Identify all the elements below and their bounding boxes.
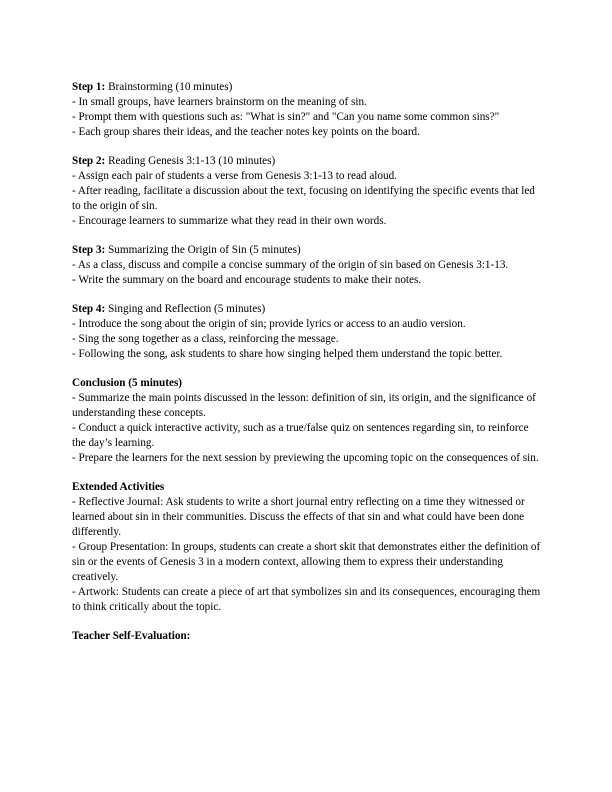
- step-3-line-2: - Write the summary on the board and encourage students to make their notes.: [72, 274, 422, 286]
- step-4-section: [72, 302, 542, 362]
- step-2-label: Step 2:: [72, 155, 106, 167]
- step-1-line-2: - Prompt them with questions such as: "What is sin?" and "Can you name some common sins?": [72, 111, 500, 123]
- step-4-line-2: - Sing the song together as a class, reinforcing the message.: [72, 333, 339, 345]
- teacher-self-evaluation-section: [72, 629, 542, 644]
- conclusion-line-3: - Prepare the learners for the next session by previewing the upcoming topic on the consequences of sin.: [72, 452, 539, 464]
- conclusion-section: [72, 376, 542, 466]
- step-4-heading: [72, 302, 542, 317]
- teacher-self-evaluation-heading: [72, 629, 542, 644]
- step-2-line-3: - Encourage learners to summarize what they read in their own words.: [72, 215, 387, 227]
- step-3-label: Step 3:: [72, 244, 106, 256]
- step-3-section: [72, 243, 542, 288]
- extended-activities-section: [72, 480, 542, 615]
- step-1-line-1: - In small groups, have learners brainstorm on the meaning of sin.: [72, 96, 367, 108]
- extended-activity-artwork: - Artwork: Students can create a piece of art that symbolizes sin and its consequences, encouraging them to think critically about the topic.: [72, 586, 541, 613]
- step-2-line-1: - Assign each pair of students a verse from Genesis 3:1-13 to read aloud.: [72, 170, 397, 182]
- step-4-title: Singing and Reflection (5 minutes): [105, 303, 266, 315]
- step-2-title: Reading Genesis 3:1-13 (10 minutes): [105, 155, 276, 167]
- extended-activity-group-presentation: - Group Presentation: In groups, students can create a short skit that demonstrates either the definition of sin or the events of Genesis 3 in a modern context, allowing them to express their understanding creatively.: [72, 541, 541, 583]
- step-1-label: Step 1:: [72, 81, 106, 93]
- step-4-line-3: - Following the song, ask students to share how singing helped them understand the topic better.: [72, 348, 503, 360]
- document-page: [72, 80, 542, 658]
- conclusion-line-1: - Summarize the main points discussed in the lesson: definition of sin, its origin, and the significance of understanding these concepts.: [72, 392, 536, 419]
- step-2-line-2: - After reading, facilitate a discussion about the text, focusing on identifying the specific events that led to the origin of sin.: [72, 185, 535, 212]
- step-3-line-1: - As a class, discuss and compile a concise summary of the origin of sin based on Genesis 3:1-13.: [72, 259, 509, 271]
- step-1-heading: [72, 80, 542, 95]
- step-1-section: [72, 80, 542, 140]
- step-1-title: Brainstorming (10 minutes): [105, 81, 233, 93]
- extended-activities-heading-text: Extended Activities: [72, 481, 165, 493]
- extended-activities-heading: [72, 480, 542, 495]
- conclusion-heading: [72, 376, 542, 391]
- step-2-heading: [72, 154, 542, 169]
- step-4-label: Step 4:: [72, 303, 106, 315]
- step-4-line-1: - Introduce the song about the origin of sin; provide lyrics or access to an audio version.: [72, 318, 466, 330]
- step-2-section: [72, 154, 542, 229]
- step-3-title: Summarizing the Origin of Sin (5 minutes): [105, 244, 301, 256]
- step-1-line-3: - Each group shares their ideas, and the teacher notes key points on the board.: [72, 126, 420, 138]
- extended-activity-reflective-journal: - Reflective Journal: Ask students to write a short journal entry reflecting on a time they witnessed or learned about sin in their communities. Discuss the effects of that sin and what could have been done differently.: [72, 496, 525, 538]
- conclusion-line-2: - Conduct a quick interactive activity, such as a true/false quiz on sentences regarding sin, to reinforce the day’s learning.: [72, 422, 529, 449]
- step-3-heading: [72, 243, 542, 258]
- conclusion-heading-text: Conclusion (5 minutes): [72, 377, 183, 389]
- teacher-self-evaluation-heading-text: Teacher Self-Evaluation:: [72, 630, 191, 642]
